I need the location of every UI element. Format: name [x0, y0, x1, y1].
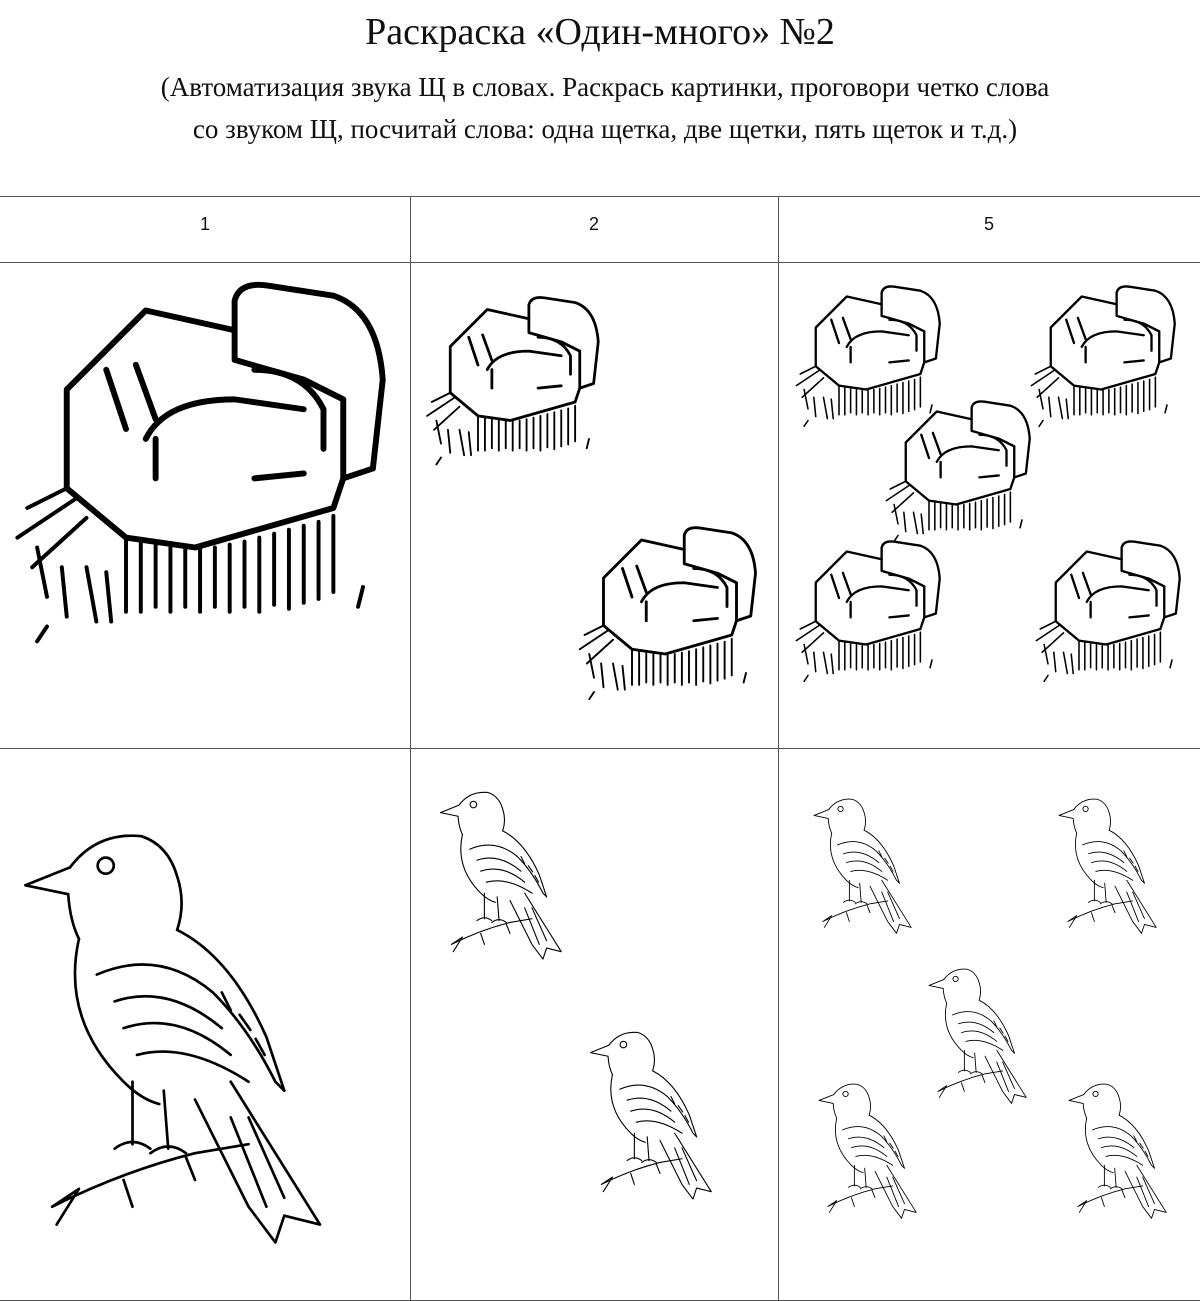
cell-brush-two: [420, 291, 770, 731]
column-divider-1: [410, 196, 411, 1301]
cell-bird-five: [795, 786, 1195, 1296]
column-header-one: 1: [199, 214, 210, 234]
coloring-table: [0, 196, 1200, 1301]
brush-icon: [1030, 536, 1190, 691]
cell-brush-one: [5, 271, 405, 666]
bird-icon: [10, 796, 380, 1296]
brush-icon: [790, 536, 950, 691]
header-row-divider: [0, 262, 1200, 263]
brush-icon: [880, 396, 1040, 551]
bird-icon: [1050, 1071, 1200, 1236]
brush-icon: [570, 521, 770, 711]
bird-icon: [1040, 786, 1190, 951]
brush-icon: [1025, 281, 1185, 436]
brush-icon: [5, 271, 405, 666]
brush-icon: [420, 291, 610, 476]
bird-icon: [570, 1016, 750, 1221]
column-header-two: 2: [588, 214, 599, 234]
cell-brush-five: [790, 281, 1195, 741]
instructions: [40, 66, 1170, 150]
instructions-line-2: со звуком Щ, посчитай слова: одна щетка, две щетки, пять щеток и т.д.): [192, 114, 1018, 144]
cell-bird-two: [420, 776, 770, 1296]
column-divider-2: [778, 196, 779, 1301]
page-title: Раскраска «Один-много» №2: [365, 11, 835, 53]
bird-icon: [800, 1071, 950, 1236]
bird-icon: [795, 786, 945, 951]
column-header-five: 5: [983, 214, 994, 234]
table-border-top: [0, 196, 1200, 197]
bird-icon: [420, 776, 600, 981]
cell-bird-one: [10, 796, 380, 1296]
instructions-line-1: (Автоматизация звука Щ в словах. Раскрась картинки, проговори четко слова: [160, 72, 1050, 102]
row-divider: [0, 748, 1200, 749]
